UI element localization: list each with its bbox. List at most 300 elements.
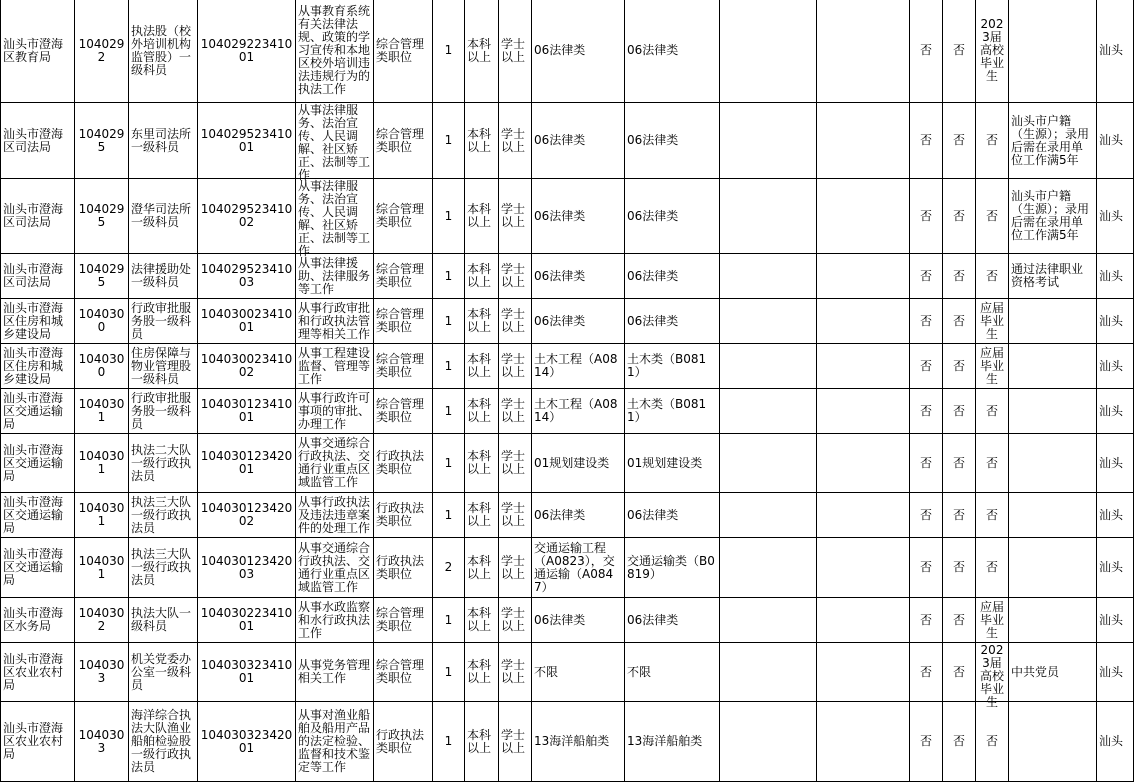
cell-age-limit-flag xyxy=(910,702,943,782)
employer-text: 汕头市澄海区住房和城乡建设局 xyxy=(3,345,64,386)
cell-headcount xyxy=(433,493,465,538)
headcount-text: 1 xyxy=(444,664,453,679)
cell-position-type xyxy=(374,493,433,538)
cell-major-college xyxy=(720,643,817,702)
cell-major-undergrad xyxy=(625,344,720,389)
position-desc-text: 从事法律服务、法治宣传、人民调解、社区矫正、法制等工作 xyxy=(298,178,371,258)
cell-position-name xyxy=(129,538,198,598)
applicant-type-text: 否 xyxy=(985,507,998,522)
cell-degree xyxy=(499,434,532,493)
cell-major-grad xyxy=(532,179,625,254)
major-undergrad-text: 06法律类 xyxy=(627,612,679,627)
table-row xyxy=(1,254,1134,299)
age-limit-flag-text: 否 xyxy=(919,43,932,57)
headcount-text: 1 xyxy=(444,734,453,748)
cell-headcount xyxy=(433,344,465,389)
cell-position-code xyxy=(198,179,296,254)
applicant-type-text: 否 xyxy=(985,208,998,223)
education-text: 本科以上 xyxy=(467,202,492,229)
cell-position-desc xyxy=(296,434,374,493)
position-code-text: 10403012341001 xyxy=(200,397,293,424)
dept-code-text: 1040301 xyxy=(78,449,125,476)
major-grad-text: 土木工程（A0814） xyxy=(534,397,618,424)
cell-position-code xyxy=(198,103,296,179)
cell-position-name xyxy=(129,493,198,538)
employer-text: 汕头市澄海区教育局 xyxy=(3,36,64,64)
cell-other-requirements xyxy=(1009,702,1097,782)
cell-headcount xyxy=(433,179,465,254)
cell-education xyxy=(465,598,499,643)
cell-age-limit-flag xyxy=(910,299,943,344)
cell-region xyxy=(1097,254,1134,299)
position-type-text: 综合管理类职位 xyxy=(376,126,425,154)
position-code-text: 10402952341002 xyxy=(200,202,293,229)
age-limit-flag-text: 否 xyxy=(919,455,932,470)
cell-major-grad xyxy=(532,538,625,598)
cell-major-grad xyxy=(532,0,625,103)
cell-applicant-type xyxy=(976,434,1009,493)
region-text: 汕头 xyxy=(1099,313,1124,328)
major-undergrad-text: 06法律类 xyxy=(627,208,679,223)
position-code-text: 10403012342003 xyxy=(200,553,293,581)
cell-position-name xyxy=(129,702,198,782)
region-text: 汕头 xyxy=(1099,208,1124,223)
degree-text: 学士以上 xyxy=(501,449,526,476)
position-name-text: 执法三大队一级行政执法员 xyxy=(131,547,192,587)
cell-degree xyxy=(499,299,532,344)
position-type-text: 综合管理类职位 xyxy=(376,307,425,334)
cell-dept-code xyxy=(75,643,129,702)
position-name-text: 住房保障与物业管理股一级科员 xyxy=(131,345,192,386)
cell-reserved-col xyxy=(817,103,910,179)
cell-degree xyxy=(499,344,532,389)
cell-major-grad xyxy=(532,344,625,389)
major-grad-text: 06法律类 xyxy=(534,208,586,223)
degree-text: 学士以上 xyxy=(501,658,526,685)
cell-position-code xyxy=(198,434,296,493)
cell-position-desc xyxy=(296,493,374,538)
cell-position-desc xyxy=(296,702,374,782)
major-grad-text: 交通运输工程（A0823），交通运输（A0847） xyxy=(534,540,615,594)
employer-text: 汕头市澄海区交通运输局 xyxy=(3,547,64,587)
cell-major-college xyxy=(720,493,817,538)
dept-code-text: 1040300 xyxy=(78,307,125,334)
position-type-text: 行政执法类职位 xyxy=(376,449,425,476)
position-desc-text: 从事教育系统有关法律法规、政策的学习宣传和本地区校外培训违法违规行为的执法工作 xyxy=(298,4,371,96)
cell-exp-flag xyxy=(943,643,976,702)
applicant-type-text: 否 xyxy=(985,455,998,470)
position-desc-text: 从事法律援助、法律服务等工作 xyxy=(298,255,371,296)
major-grad-text: 13海洋船舶类 xyxy=(534,734,610,748)
position-type-text: 综合管理类职位 xyxy=(376,36,425,64)
cell-major-college xyxy=(720,254,817,299)
position-code-text: 10403012342001 xyxy=(200,449,293,476)
cell-exp-flag xyxy=(943,344,976,389)
cell-other-requirements xyxy=(1009,254,1097,299)
major-undergrad-text: 交通运输类（B0819） xyxy=(627,553,715,581)
cell-position-name xyxy=(129,179,198,254)
position-name-text: 东里司法所一级科员 xyxy=(131,126,192,154)
cell-position-name xyxy=(129,299,198,344)
cell-exp-flag xyxy=(943,299,976,344)
table-row xyxy=(1,299,1134,344)
cell-employer xyxy=(1,702,75,782)
region-text: 汕头 xyxy=(1099,133,1124,147)
cell-position-code xyxy=(198,299,296,344)
degree-text: 学士以上 xyxy=(501,727,526,755)
headcount-text: 1 xyxy=(444,455,453,470)
cell-exp-flag xyxy=(943,254,976,299)
position-name-text: 执法股（校外培训机构监管股）一级科员 xyxy=(131,23,192,77)
cell-position-type xyxy=(374,389,433,434)
education-text: 本科以上 xyxy=(467,126,492,154)
cell-major-undergrad xyxy=(625,434,720,493)
education-text: 本科以上 xyxy=(467,36,492,64)
cell-dept-code xyxy=(75,493,129,538)
cell-age-limit-flag xyxy=(910,493,943,538)
table-row xyxy=(1,434,1134,493)
cell-dept-code xyxy=(75,299,129,344)
position-name-text: 机关党委办公室一级科员 xyxy=(131,651,192,692)
cell-degree xyxy=(499,0,532,103)
education-text: 本科以上 xyxy=(467,262,492,289)
dept-code-text: 1040303 xyxy=(78,658,125,685)
applicant-type-text: 否 xyxy=(985,734,998,748)
employer-text: 汕头市澄海区交通运输局 xyxy=(3,442,64,483)
cell-age-limit-flag xyxy=(910,643,943,702)
table-row xyxy=(1,389,1134,434)
cell-region xyxy=(1097,0,1134,103)
cell-applicant-type xyxy=(976,103,1009,179)
cell-major-undergrad xyxy=(625,702,720,782)
employer-text: 汕头市澄海区农业农村局 xyxy=(3,651,64,692)
exp-flag-text: 否 xyxy=(952,664,965,679)
cell-reserved-col xyxy=(817,254,910,299)
cell-applicant-type xyxy=(976,254,1009,299)
cell-age-limit-flag xyxy=(910,598,943,643)
cell-reserved-col xyxy=(817,493,910,538)
cell-position-code xyxy=(198,344,296,389)
major-undergrad-text: 01规划建设类 xyxy=(627,455,703,470)
position-code-text: 10403022341001 xyxy=(200,606,293,633)
cell-headcount xyxy=(433,254,465,299)
dept-code-text: 1040300 xyxy=(78,352,125,379)
position-desc-text: 从事行政审批和行政执法管理等相关工作 xyxy=(298,300,371,341)
exp-flag-text: 否 xyxy=(952,455,965,470)
cell-position-type xyxy=(374,344,433,389)
position-code-text: 10402952341001 xyxy=(200,126,293,154)
cell-dept-code xyxy=(75,179,129,254)
cell-employer xyxy=(1,598,75,643)
cell-age-limit-flag xyxy=(910,254,943,299)
table-row xyxy=(1,179,1134,254)
applicant-type-text: 2023届高校毕业生 xyxy=(979,17,1004,83)
position-name-text: 行政审批服务股一级科员 xyxy=(131,300,192,341)
education-text: 本科以上 xyxy=(467,606,492,633)
region-text: 汕头 xyxy=(1099,612,1124,627)
cell-position-code xyxy=(198,598,296,643)
degree-text: 学士以上 xyxy=(501,501,526,528)
position-name-text: 澄华司法所一级科员 xyxy=(131,202,192,229)
cell-position-desc xyxy=(296,102,374,182)
cell-applicant-type xyxy=(976,598,1009,643)
cell-position-desc xyxy=(296,0,374,103)
major-undergrad-text: 土木类（B0811） xyxy=(627,352,707,379)
cell-education xyxy=(465,0,499,103)
cell-major-undergrad xyxy=(625,254,720,299)
employer-text: 汕头市澄海区司法局 xyxy=(3,202,64,229)
cell-age-limit-flag xyxy=(910,179,943,254)
degree-text: 学士以上 xyxy=(501,126,526,154)
cell-exp-flag xyxy=(943,389,976,434)
cell-dept-code xyxy=(75,538,129,598)
cell-major-undergrad xyxy=(625,299,720,344)
cell-position-desc xyxy=(296,389,374,434)
cell-age-limit-flag xyxy=(910,434,943,493)
cell-reserved-col xyxy=(817,434,910,493)
cell-other-requirements xyxy=(1009,434,1097,493)
region-text: 汕头 xyxy=(1099,358,1124,373)
position-type-text: 综合管理类职位 xyxy=(376,397,425,424)
degree-text: 学士以上 xyxy=(501,553,526,581)
cell-other-requirements xyxy=(1009,0,1097,103)
headcount-text: 1 xyxy=(444,313,453,328)
applicant-type-text: 应届毕业生 xyxy=(979,300,1004,341)
cell-major-college xyxy=(720,434,817,493)
applicant-type-text: 否 xyxy=(985,403,998,418)
major-grad-text: 01规划建设类 xyxy=(534,455,610,470)
cell-employer xyxy=(1,493,75,538)
cell-dept-code xyxy=(75,344,129,389)
dept-code-text: 1040295 xyxy=(78,262,125,289)
table-row xyxy=(1,103,1134,179)
major-undergrad-text: 不限 xyxy=(627,664,652,679)
cell-major-grad xyxy=(532,254,625,299)
region-text: 汕头 xyxy=(1099,507,1124,522)
position-desc-text: 从事水政监察和水行政执法工作 xyxy=(298,599,371,640)
position-type-text: 综合管理类职位 xyxy=(376,352,425,379)
cell-headcount xyxy=(433,598,465,643)
cell-degree xyxy=(499,598,532,643)
cell-position-name xyxy=(129,254,198,299)
cell-major-undergrad xyxy=(625,0,720,103)
education-text: 本科以上 xyxy=(467,553,492,581)
cell-position-name xyxy=(129,389,198,434)
age-limit-flag-text: 否 xyxy=(919,208,932,223)
position-code-text: 10403002341001 xyxy=(200,307,293,334)
cell-exp-flag xyxy=(943,434,976,493)
cell-region xyxy=(1097,103,1134,179)
cell-other-requirements xyxy=(1009,598,1097,643)
cell-employer xyxy=(1,179,75,254)
education-text: 本科以上 xyxy=(467,352,492,379)
cell-position-code xyxy=(198,0,296,103)
cell-applicant-type xyxy=(976,538,1009,598)
cell-position-code xyxy=(198,493,296,538)
education-text: 本科以上 xyxy=(467,397,492,424)
cell-age-limit-flag xyxy=(910,538,943,598)
headcount-text: 1 xyxy=(444,507,453,522)
employer-text: 汕头市澄海区司法局 xyxy=(3,126,64,154)
cell-major-college xyxy=(720,0,817,103)
cell-position-type xyxy=(374,702,433,782)
cell-headcount xyxy=(433,389,465,434)
position-type-text: 行政执法类职位 xyxy=(376,501,425,528)
cell-major-grad xyxy=(532,299,625,344)
cell-education xyxy=(465,702,499,782)
region-text: 汕头 xyxy=(1099,560,1124,574)
cell-major-undergrad xyxy=(625,389,720,434)
cell-reserved-col xyxy=(817,344,910,389)
exp-flag-text: 否 xyxy=(952,560,965,574)
cell-degree xyxy=(499,389,532,434)
age-limit-flag-text: 否 xyxy=(919,612,932,627)
cell-region xyxy=(1097,344,1134,389)
applicant-type-text: 2023届高校毕业生 xyxy=(979,642,1004,709)
cell-age-limit-flag xyxy=(910,103,943,179)
cell-region xyxy=(1097,299,1134,344)
cell-applicant-type xyxy=(976,0,1009,103)
major-grad-text: 06法律类 xyxy=(534,507,586,522)
major-grad-text: 06法律类 xyxy=(534,133,586,147)
education-text: 本科以上 xyxy=(467,307,492,334)
employer-text: 汕头市澄海区交通运输局 xyxy=(3,390,64,431)
cell-major-grad xyxy=(532,103,625,179)
cell-dept-code xyxy=(75,254,129,299)
cell-applicant-type xyxy=(976,389,1009,434)
cell-degree xyxy=(499,643,532,702)
cell-position-code xyxy=(198,643,296,702)
headcount-text: 1 xyxy=(444,403,453,418)
cell-employer xyxy=(1,254,75,299)
degree-text: 学士以上 xyxy=(501,606,526,633)
cell-major-college xyxy=(720,389,817,434)
cell-position-type xyxy=(374,538,433,598)
cell-other-requirements xyxy=(1009,103,1097,179)
cell-position-name xyxy=(129,103,198,179)
age-limit-flag-text: 否 xyxy=(919,507,932,522)
cell-major-undergrad xyxy=(625,103,720,179)
cell-position-desc xyxy=(296,643,374,702)
cell-reserved-col xyxy=(817,389,910,434)
cell-other-requirements xyxy=(1009,643,1097,702)
cell-position-type xyxy=(374,643,433,702)
table-row xyxy=(1,538,1134,598)
cell-position-code xyxy=(198,702,296,782)
cell-region xyxy=(1097,702,1134,782)
dept-code-text: 1040302 xyxy=(78,606,125,633)
cell-dept-code xyxy=(75,103,129,179)
dept-code-text: 1040301 xyxy=(78,553,125,581)
position-type-text: 行政执法类职位 xyxy=(376,727,425,755)
cell-position-desc xyxy=(296,598,374,643)
cell-employer xyxy=(1,643,75,702)
cell-headcount xyxy=(433,299,465,344)
cell-employer xyxy=(1,0,75,103)
dept-code-text: 1040301 xyxy=(78,397,125,424)
exp-flag-text: 否 xyxy=(952,313,965,328)
age-limit-flag-text: 否 xyxy=(919,734,932,748)
region-text: 汕头 xyxy=(1099,664,1124,679)
employer-text: 汕头市澄海区水务局 xyxy=(3,606,64,633)
cell-position-name xyxy=(129,344,198,389)
dept-code-text: 1040295 xyxy=(78,126,125,154)
cell-major-college xyxy=(720,538,817,598)
exp-flag-text: 否 xyxy=(952,358,965,373)
position-code-text: 10402952341003 xyxy=(200,262,293,289)
headcount-text: 1 xyxy=(444,268,453,283)
age-limit-flag-text: 否 xyxy=(919,664,932,679)
cell-position-desc xyxy=(296,254,374,299)
exp-flag-text: 否 xyxy=(952,208,965,223)
dept-code-text: 1040303 xyxy=(78,727,125,755)
cell-age-limit-flag xyxy=(910,389,943,434)
cell-dept-code xyxy=(75,0,129,103)
region-text: 汕头 xyxy=(1099,43,1124,57)
position-name-text: 法律援助处一级科员 xyxy=(131,262,192,289)
cell-position-name xyxy=(129,598,198,643)
cell-headcount xyxy=(433,0,465,103)
cell-reserved-col xyxy=(817,179,910,254)
cell-major-college xyxy=(720,299,817,344)
applicant-type-text: 应届毕业生 xyxy=(979,599,1004,640)
table-row xyxy=(1,493,1134,538)
degree-text: 学士以上 xyxy=(501,202,526,229)
cell-position-type xyxy=(374,103,433,179)
exp-flag-text: 否 xyxy=(952,268,965,283)
cell-major-undergrad xyxy=(625,179,720,254)
cell-employer xyxy=(1,299,75,344)
degree-text: 学士以上 xyxy=(501,307,526,334)
employer-text: 汕头市澄海区交通运输局 xyxy=(3,494,64,535)
employer-text: 汕头市澄海区住房和城乡建设局 xyxy=(3,300,64,341)
age-limit-flag-text: 否 xyxy=(919,268,932,283)
cell-major-grad xyxy=(532,434,625,493)
other-requirements-text: 通过法律职业资格考试 xyxy=(1011,262,1084,289)
cell-education xyxy=(465,434,499,493)
position-type-text: 综合管理类职位 xyxy=(376,606,425,633)
exp-flag-text: 否 xyxy=(952,43,965,57)
degree-text: 学士以上 xyxy=(501,36,526,64)
table-row xyxy=(1,643,1134,702)
dept-code-text: 1040295 xyxy=(78,202,125,229)
cell-applicant-type xyxy=(976,493,1009,538)
cell-reserved-col xyxy=(817,299,910,344)
cell-education xyxy=(465,643,499,702)
cell-major-college xyxy=(720,344,817,389)
major-grad-text: 06法律类 xyxy=(534,313,586,328)
cell-major-grad xyxy=(532,493,625,538)
major-grad-text: 06法律类 xyxy=(534,268,586,283)
cell-major-grad xyxy=(532,702,625,782)
cell-headcount xyxy=(433,434,465,493)
headcount-text: 1 xyxy=(444,43,453,57)
cell-position-code xyxy=(198,254,296,299)
cell-dept-code xyxy=(75,702,129,782)
cell-other-requirements xyxy=(1009,299,1097,344)
position-type-text: 行政执法类职位 xyxy=(376,553,425,581)
cell-other-requirements xyxy=(1009,493,1097,538)
cell-position-type xyxy=(374,179,433,254)
cell-exp-flag xyxy=(943,493,976,538)
cell-degree xyxy=(499,179,532,254)
position-name-text: 海洋综合执法大队渔业船舶检验股一级行政执法员 xyxy=(131,708,192,774)
education-text: 本科以上 xyxy=(467,449,492,476)
cell-exp-flag xyxy=(943,598,976,643)
major-undergrad-text: 06法律类 xyxy=(627,507,679,522)
major-undergrad-text: 06法律类 xyxy=(627,133,679,147)
cell-major-grad xyxy=(532,643,625,702)
